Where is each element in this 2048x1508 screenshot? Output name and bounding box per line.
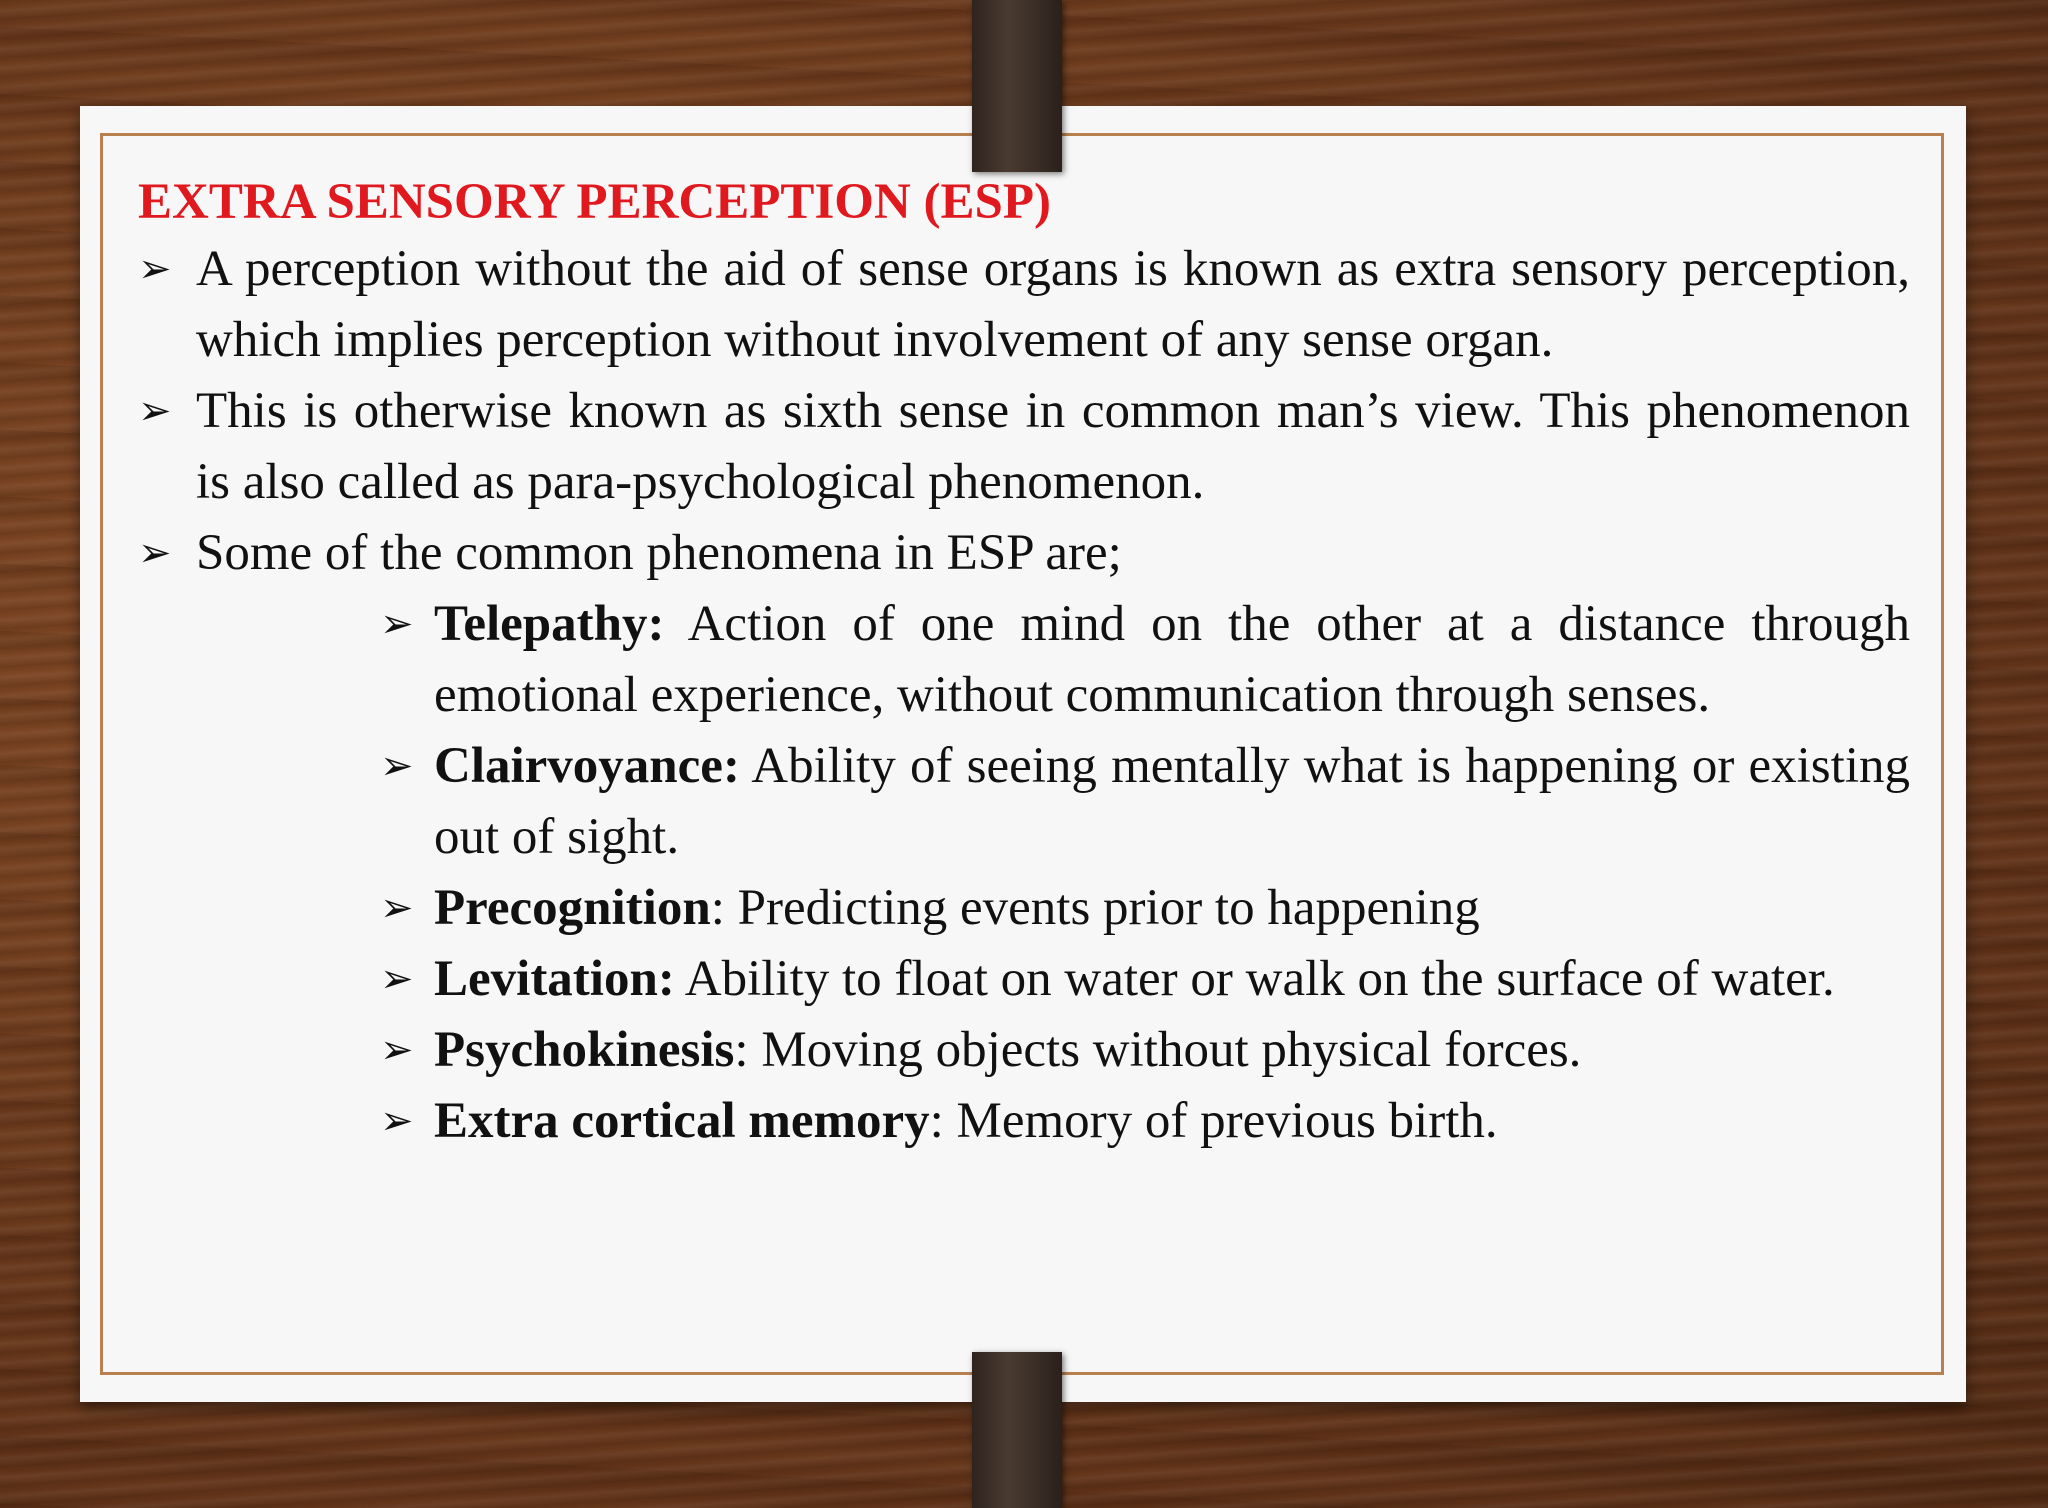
- phenomenon-item: [380, 589, 1910, 731]
- arrow-bullet-icon: ➢: [138, 530, 172, 576]
- phenomenon-term: Telepathy:: [434, 596, 665, 652]
- phenomenon-definition: : Predicting events prior to happening: [710, 880, 1480, 936]
- arrow-bullet-icon: ➢: [138, 246, 172, 292]
- bullet-text: This is otherwise known as sixth sense in common man’s view. This phenomenon is also called as para-psychological phenomenon.: [196, 383, 1910, 510]
- arrow-bullet-icon: ➢: [380, 743, 414, 789]
- phenomenon-term: Precognition: [434, 880, 711, 936]
- arrow-bullet-icon: ➢: [380, 601, 414, 647]
- main-bullet-list: [138, 234, 1910, 589]
- bullet-item: [138, 376, 1910, 518]
- slide-title: EXTRA SENSORY PERCEPTION (ESP): [138, 174, 1052, 230]
- arrow-bullet-icon: ➢: [380, 1098, 414, 1144]
- phenomenon-item: [380, 731, 1910, 873]
- bullet-item: [138, 234, 1910, 376]
- arrow-bullet-icon: ➢: [380, 956, 414, 1002]
- arrow-bullet-icon: ➢: [380, 885, 414, 931]
- arrow-bullet-icon: ➢: [380, 1027, 414, 1073]
- binder-clip-bottom: [972, 1352, 1062, 1508]
- phenomenon-term: Extra cortical memory: [434, 1093, 930, 1149]
- arrow-bullet-icon: ➢: [138, 388, 172, 434]
- phenomenon-item: [380, 873, 1910, 944]
- bullet-item: [138, 518, 1910, 589]
- bullet-text: Some of the common phenomena in ESP are;: [196, 525, 1122, 581]
- phenomenon-term: Levitation:: [434, 951, 675, 1007]
- phenomenon-definition: : Memory of previous birth.: [929, 1093, 1498, 1149]
- phenomenon-definition: Action of one mind on the other at a distance through emotional experience, without communication through senses.: [434, 596, 1910, 723]
- phenomena-list: [138, 589, 1910, 1157]
- phenomenon-definition: Ability of seeing mentally what is happening or existing out of sight.: [434, 738, 1910, 865]
- phenomenon-term: Clairvoyance:: [434, 738, 740, 794]
- phenomenon-definition: : Moving objects without physical forces.: [734, 1022, 1582, 1078]
- phenomenon-definition: Ability to float on water or walk on the surface of water.: [674, 951, 1835, 1007]
- phenomenon-item: [380, 1086, 1910, 1157]
- slide-content: [138, 170, 1910, 1157]
- phenomenon-term: Psychokinesis: [434, 1022, 735, 1078]
- bullet-text: A perception without the aid of sense organs is known as extra sensory perception, which implies perception without involvement of any sense organ.: [196, 241, 1910, 368]
- binder-clip-top: [972, 0, 1062, 172]
- phenomenon-item: [380, 1015, 1910, 1086]
- phenomenon-item: [380, 944, 1910, 1015]
